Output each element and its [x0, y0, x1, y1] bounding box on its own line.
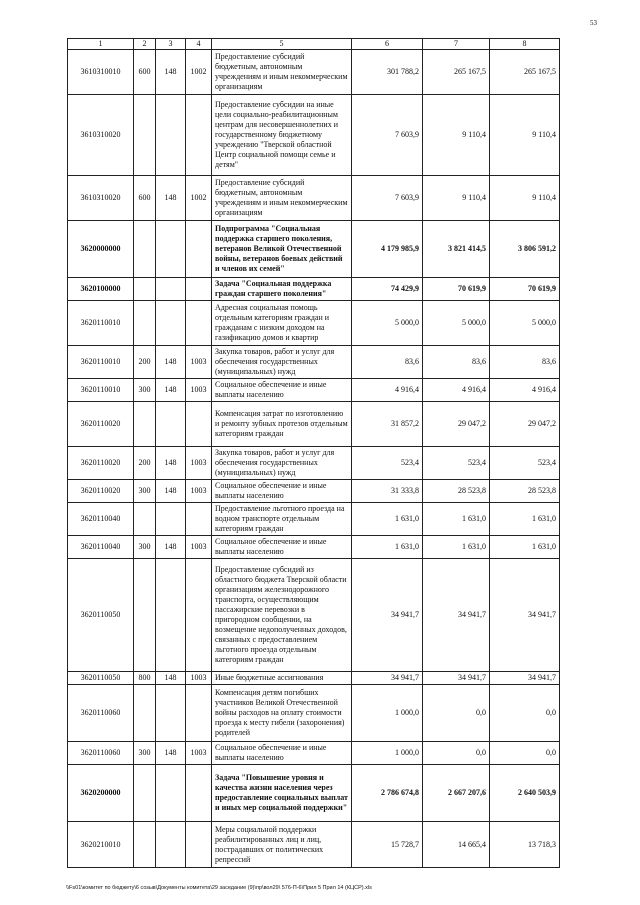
expense-type-cell [134, 301, 156, 346]
target-code-cell: 3620110020 [68, 447, 134, 480]
amount-year3-cell: 0,0 [490, 685, 560, 742]
amount-year3-cell: 523,4 [490, 447, 560, 480]
description-cell: Задача "Социальная поддержка граждан старшего поколения" [212, 278, 352, 301]
department-cell [156, 822, 186, 868]
amount-year3-cell: 9 110,4 [490, 95, 560, 176]
expense-type-cell: 600 [134, 176, 156, 221]
target-code-cell: 3620000000 [68, 221, 134, 278]
page-number: 53 [590, 19, 597, 27]
expense-type-cell: 800 [134, 672, 156, 685]
target-code-cell: 3620110020 [68, 402, 134, 447]
description-cell: Компенсация затрат по изготовлению и ремонту зубных протезов отдельным категориям граждан [212, 402, 352, 447]
section-cell [186, 221, 212, 278]
description-cell: Предоставление субсидий бюджетным, автономным учреждениям и иным некоммерческим организациям [212, 50, 352, 95]
table-row [68, 822, 560, 868]
description-cell: Социальное обеспечение и иные выплаты населению [212, 742, 352, 765]
expense-type-cell [134, 822, 156, 868]
amount-year1-cell: 34 941,7 [352, 559, 423, 672]
expense-type-cell [134, 685, 156, 742]
department-cell [156, 95, 186, 176]
amount-year2-cell: 1 631,0 [423, 503, 490, 536]
amount-year2-cell: 9 110,4 [423, 95, 490, 176]
description-cell: Предоставление субсидий бюджетным, автономным учреждениям и иным некоммерческим организациям [212, 176, 352, 221]
target-code-cell: 3620110050 [68, 672, 134, 685]
expense-type-cell: 300 [134, 379, 156, 402]
amount-year3-cell: 34 941,7 [490, 672, 560, 685]
column-number: 6 [352, 39, 423, 50]
department-cell [156, 278, 186, 301]
description-cell: Адресная социальная помощь отдельным категориям граждан и гражданам с низким доходом на газификацию домов и квартир [212, 301, 352, 346]
department-cell [156, 503, 186, 536]
amount-year2-cell: 0,0 [423, 742, 490, 765]
amount-year1-cell: 1 000,0 [352, 685, 423, 742]
table-row [68, 447, 560, 480]
section-cell: 1003 [186, 346, 212, 379]
amount-year1-cell: 74 429,9 [352, 278, 423, 301]
amount-year3-cell: 0,0 [490, 742, 560, 765]
description-cell: Социальное обеспечение и иные выплаты населению [212, 379, 352, 402]
section-cell [186, 559, 212, 672]
section-cell: 1003 [186, 742, 212, 765]
expense-type-cell [134, 559, 156, 672]
table-row [68, 765, 560, 822]
description-cell: Компенсация детям погибших участников Великой Отечественной войны расходов на оплату стоимости проезда к месту гибели (захоронения) родителей [212, 685, 352, 742]
department-cell [156, 559, 186, 672]
column-number: 1 [68, 39, 134, 50]
amount-year1-cell: 31 333,8 [352, 480, 423, 503]
amount-year2-cell: 5 000,0 [423, 301, 490, 346]
amount-year2-cell: 1 631,0 [423, 536, 490, 559]
department-cell: 148 [156, 447, 186, 480]
description-cell: Закупка товаров, работ и услуг для обеспечения государственных (муниципальных) нужд [212, 346, 352, 379]
section-cell: 1002 [186, 176, 212, 221]
section-cell: 1003 [186, 672, 212, 685]
table-row [68, 402, 560, 447]
amount-year3-cell: 3 806 591,2 [490, 221, 560, 278]
amount-year3-cell: 83,6 [490, 346, 560, 379]
section-cell: 1003 [186, 447, 212, 480]
description-cell: Меры социальной поддержки реабилитированных лиц и лиц, пострадавших от политических репрессий [212, 822, 352, 868]
section-cell [186, 95, 212, 176]
amount-year1-cell: 7 603,9 [352, 95, 423, 176]
table-row [68, 503, 560, 536]
amount-year3-cell: 29 047,2 [490, 402, 560, 447]
amount-year3-cell: 28 523,8 [490, 480, 560, 503]
amount-year1-cell: 5 000,0 [352, 301, 423, 346]
description-cell: Социальное обеспечение и иные выплаты населению [212, 480, 352, 503]
amount-year2-cell: 0,0 [423, 685, 490, 742]
expense-type-cell [134, 503, 156, 536]
description-cell: Задача "Повышение уровня и качества жизни населения через предоставление социальных выплат и иных мер социальной поддержки" [212, 765, 352, 822]
table-row [68, 685, 560, 742]
amount-year3-cell: 4 916,4 [490, 379, 560, 402]
column-number-header-row [68, 39, 560, 50]
table-row [68, 278, 560, 301]
table-row [68, 346, 560, 379]
amount-year2-cell: 523,4 [423, 447, 490, 480]
department-cell: 148 [156, 346, 186, 379]
department-cell: 148 [156, 176, 186, 221]
expense-type-cell: 200 [134, 346, 156, 379]
table-row [68, 50, 560, 95]
target-code-cell: 3620110010 [68, 379, 134, 402]
amount-year1-cell: 301 788,2 [352, 50, 423, 95]
amount-year1-cell: 2 786 674,8 [352, 765, 423, 822]
department-cell: 148 [156, 672, 186, 685]
description-cell: Предоставление субсидий из областного бюджета Тверской области организациям железнодорожного транспорта, осуществляющим пассажирские перевозки в пригородном сообщении, на возмещение недополученных доходов, связанных с предоставлением льготного проезда отдельным категориям граждан [212, 559, 352, 672]
target-code-cell: 3610310020 [68, 95, 134, 176]
target-code-cell: 3620110050 [68, 559, 134, 672]
target-code-cell: 3620110010 [68, 346, 134, 379]
table-row [68, 221, 560, 278]
amount-year1-cell: 1 631,0 [352, 503, 423, 536]
target-code-cell: 3610310020 [68, 176, 134, 221]
section-cell [186, 822, 212, 868]
expense-type-cell [134, 221, 156, 278]
department-cell [156, 221, 186, 278]
expense-type-cell: 300 [134, 480, 156, 503]
section-cell: 1002 [186, 50, 212, 95]
table-row [68, 559, 560, 672]
amount-year2-cell: 14 665,4 [423, 822, 490, 868]
amount-year2-cell: 9 110,4 [423, 176, 490, 221]
department-cell: 148 [156, 742, 186, 765]
amount-year2-cell: 4 916,4 [423, 379, 490, 402]
table-row [68, 536, 560, 559]
department-cell [156, 685, 186, 742]
target-code-cell: 3620110010 [68, 301, 134, 346]
description-cell: Предоставление льготного проезда на водном транспорте отдельным категориям граждан [212, 503, 352, 536]
table-row [68, 95, 560, 176]
amount-year1-cell: 7 603,9 [352, 176, 423, 221]
section-cell [186, 503, 212, 536]
amount-year1-cell: 31 857,2 [352, 402, 423, 447]
table-row [68, 301, 560, 346]
amount-year1-cell: 34 941,7 [352, 672, 423, 685]
target-code-cell: 3620110060 [68, 685, 134, 742]
description-cell: Предоставление субсидии на иные цели социально-реабилитационным центрам для несовершеннолетних и государственному бюджетному учреждению "Тверской областной Центр социальной помощи семье и детям" [212, 95, 352, 176]
target-code-cell: 3620200000 [68, 765, 134, 822]
amount-year2-cell: 28 523,8 [423, 480, 490, 503]
target-code-cell: 3620110040 [68, 536, 134, 559]
amount-year1-cell: 83,6 [352, 346, 423, 379]
amount-year3-cell: 5 000,0 [490, 301, 560, 346]
expense-type-cell: 300 [134, 536, 156, 559]
amount-year1-cell: 1 631,0 [352, 536, 423, 559]
description-cell: Подпрограмма "Социальная поддержка старшего поколения, ветеранов Великой Отечественной войны, ветеранов боевых действий и членов их семей" [212, 221, 352, 278]
section-cell [186, 402, 212, 447]
expense-type-cell [134, 278, 156, 301]
target-code-cell: 3620110020 [68, 480, 134, 503]
department-cell: 148 [156, 536, 186, 559]
amount-year2-cell: 83,6 [423, 346, 490, 379]
section-cell [186, 301, 212, 346]
table-row [68, 176, 560, 221]
department-cell: 148 [156, 480, 186, 503]
expense-type-cell [134, 402, 156, 447]
amount-year3-cell: 1 631,0 [490, 536, 560, 559]
section-cell [186, 765, 212, 822]
section-cell: 1003 [186, 480, 212, 503]
amount-year2-cell: 34 941,7 [423, 559, 490, 672]
amount-year3-cell: 70 619,9 [490, 278, 560, 301]
expense-type-cell [134, 95, 156, 176]
table-row [68, 480, 560, 503]
amount-year2-cell: 3 821 414,5 [423, 221, 490, 278]
amount-year3-cell: 9 110,4 [490, 176, 560, 221]
target-code-cell: 3620210010 [68, 822, 134, 868]
amount-year1-cell: 15 728,7 [352, 822, 423, 868]
table-row [68, 742, 560, 765]
amount-year2-cell: 2 667 207,6 [423, 765, 490, 822]
target-code-cell: 3620110040 [68, 503, 134, 536]
department-cell [156, 765, 186, 822]
amount-year1-cell: 4 916,4 [352, 379, 423, 402]
amount-year1-cell: 523,4 [352, 447, 423, 480]
expense-type-cell: 200 [134, 447, 156, 480]
description-cell: Социальное обеспечение и иные выплаты населению [212, 536, 352, 559]
target-code-cell: 3620110060 [68, 742, 134, 765]
column-number: 5 [212, 39, 352, 50]
section-cell [186, 278, 212, 301]
expense-type-cell [134, 765, 156, 822]
budget-table [67, 38, 560, 868]
amount-year3-cell: 13 718,3 [490, 822, 560, 868]
amount-year3-cell: 265 167,5 [490, 50, 560, 95]
section-cell: 1003 [186, 379, 212, 402]
description-cell: Иные бюджетные ассигнования [212, 672, 352, 685]
amount-year1-cell: 4 179 985,9 [352, 221, 423, 278]
file-path-footer: \\Fs01\комитет по бюджету\6 созыв\Документы комитета\29 заседание (9)\пр\вол29\ 576-П-6\Прил 5 Прил 14 (КЦСР).xls [66, 885, 372, 891]
department-cell: 148 [156, 379, 186, 402]
column-number: 2 [134, 39, 156, 50]
target-code-cell: 3620100000 [68, 278, 134, 301]
department-cell: 148 [156, 50, 186, 95]
table-row [68, 379, 560, 402]
expense-type-cell: 300 [134, 742, 156, 765]
amount-year2-cell: 70 619,9 [423, 278, 490, 301]
target-code-cell: 3610310010 [68, 50, 134, 95]
department-cell [156, 301, 186, 346]
section-cell [186, 685, 212, 742]
column-number: 7 [423, 39, 490, 50]
table-row [68, 672, 560, 685]
amount-year2-cell: 265 167,5 [423, 50, 490, 95]
amount-year3-cell: 2 640 503,9 [490, 765, 560, 822]
amount-year3-cell: 1 631,0 [490, 503, 560, 536]
amount-year2-cell: 34 941,7 [423, 672, 490, 685]
column-number: 8 [490, 39, 560, 50]
column-number: 4 [186, 39, 212, 50]
column-number: 3 [156, 39, 186, 50]
amount-year2-cell: 29 047,2 [423, 402, 490, 447]
description-cell: Закупка товаров, работ и услуг для обеспечения государственных (муниципальных) нужд [212, 447, 352, 480]
department-cell [156, 402, 186, 447]
section-cell: 1003 [186, 536, 212, 559]
amount-year3-cell: 34 941,7 [490, 559, 560, 672]
amount-year1-cell: 1 000,0 [352, 742, 423, 765]
expense-type-cell: 600 [134, 50, 156, 95]
